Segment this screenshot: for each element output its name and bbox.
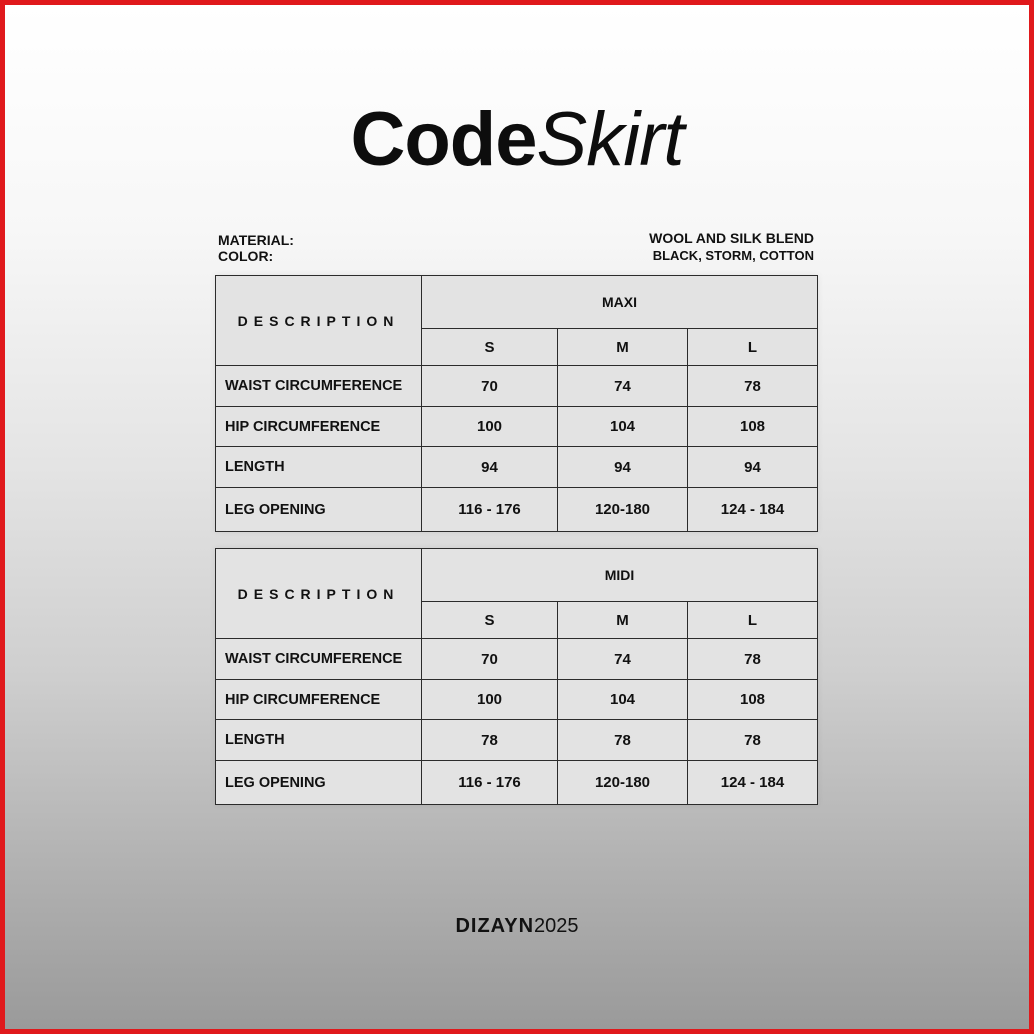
description-header: DESCRIPTION (216, 276, 422, 366)
row-label: LENGTH (216, 720, 422, 761)
description-header: DESCRIPTION (216, 549, 422, 639)
cell-value: 70 (422, 639, 558, 680)
material-value: WOOL AND SILK BLEND (649, 230, 814, 246)
cell-value: 120-180 (558, 488, 688, 532)
table-row (216, 720, 818, 761)
size-header-s: S (422, 329, 558, 366)
cell-value: 104 (558, 680, 688, 720)
row-label: HIP CIRCUMFERENCE (216, 407, 422, 447)
group-header: MAXI (422, 276, 818, 329)
cell-value: 108 (688, 680, 818, 720)
page-title (5, 97, 1029, 182)
cell-value: 94 (558, 447, 688, 488)
table-row (216, 488, 818, 532)
row-label: WAIST CIRCUMFERENCE (216, 366, 422, 407)
cell-value: 94 (422, 447, 558, 488)
cell-value: 120-180 (558, 761, 688, 805)
size-header-l: L (688, 329, 818, 366)
cell-value: 78 (558, 720, 688, 761)
cell-value: 124 - 184 (688, 761, 818, 805)
cell-value: 116 - 176 (422, 761, 558, 805)
cell-value: 124 - 184 (688, 488, 818, 532)
material-label: MATERIAL: (218, 232, 294, 248)
footer-year: 2025 (534, 915, 579, 937)
color-label: COLOR: (218, 248, 274, 264)
table-row (216, 639, 818, 680)
row-label: WAIST CIRCUMFERENCE (216, 639, 422, 680)
table-row (216, 680, 818, 720)
cell-value: 78 (688, 720, 818, 761)
color-value: BLACK, STORM, COTTON (652, 248, 814, 263)
title-bold: Code (350, 97, 537, 182)
table-row (216, 407, 818, 447)
table-row (216, 366, 818, 407)
size-table-midi (215, 548, 818, 805)
size-header-m: M (558, 602, 688, 639)
cell-value: 108 (688, 407, 818, 447)
row-label: HIP CIRCUMFERENCE (216, 680, 422, 720)
cell-value: 78 (688, 639, 818, 680)
cell-value: 104 (558, 407, 688, 447)
cell-value: 74 (558, 366, 688, 407)
row-label: LEG OPENING (216, 488, 422, 532)
group-header: MIDI (422, 549, 818, 602)
brand-footer (5, 915, 1029, 938)
table-row (216, 761, 818, 805)
size-header-l: L (688, 602, 818, 639)
row-label: LEG OPENING (216, 761, 422, 805)
cell-value: 74 (558, 639, 688, 680)
footer-brand: DIZAYN (455, 915, 535, 937)
size-header-s: S (422, 602, 558, 639)
meta-labels (218, 232, 294, 264)
size-table-maxi (215, 275, 818, 532)
size-header-m: M (558, 329, 688, 366)
cell-value: 94 (688, 447, 818, 488)
cell-value: 100 (422, 680, 558, 720)
row-label: LENGTH (216, 447, 422, 488)
cell-value: 100 (422, 407, 558, 447)
title-light: Skirt (536, 97, 684, 182)
cell-value: 78 (422, 720, 558, 761)
table-row (216, 447, 818, 488)
meta-values (649, 229, 814, 265)
cell-value: 116 - 176 (422, 488, 558, 532)
cell-value: 78 (688, 366, 818, 407)
cell-value: 70 (422, 366, 558, 407)
